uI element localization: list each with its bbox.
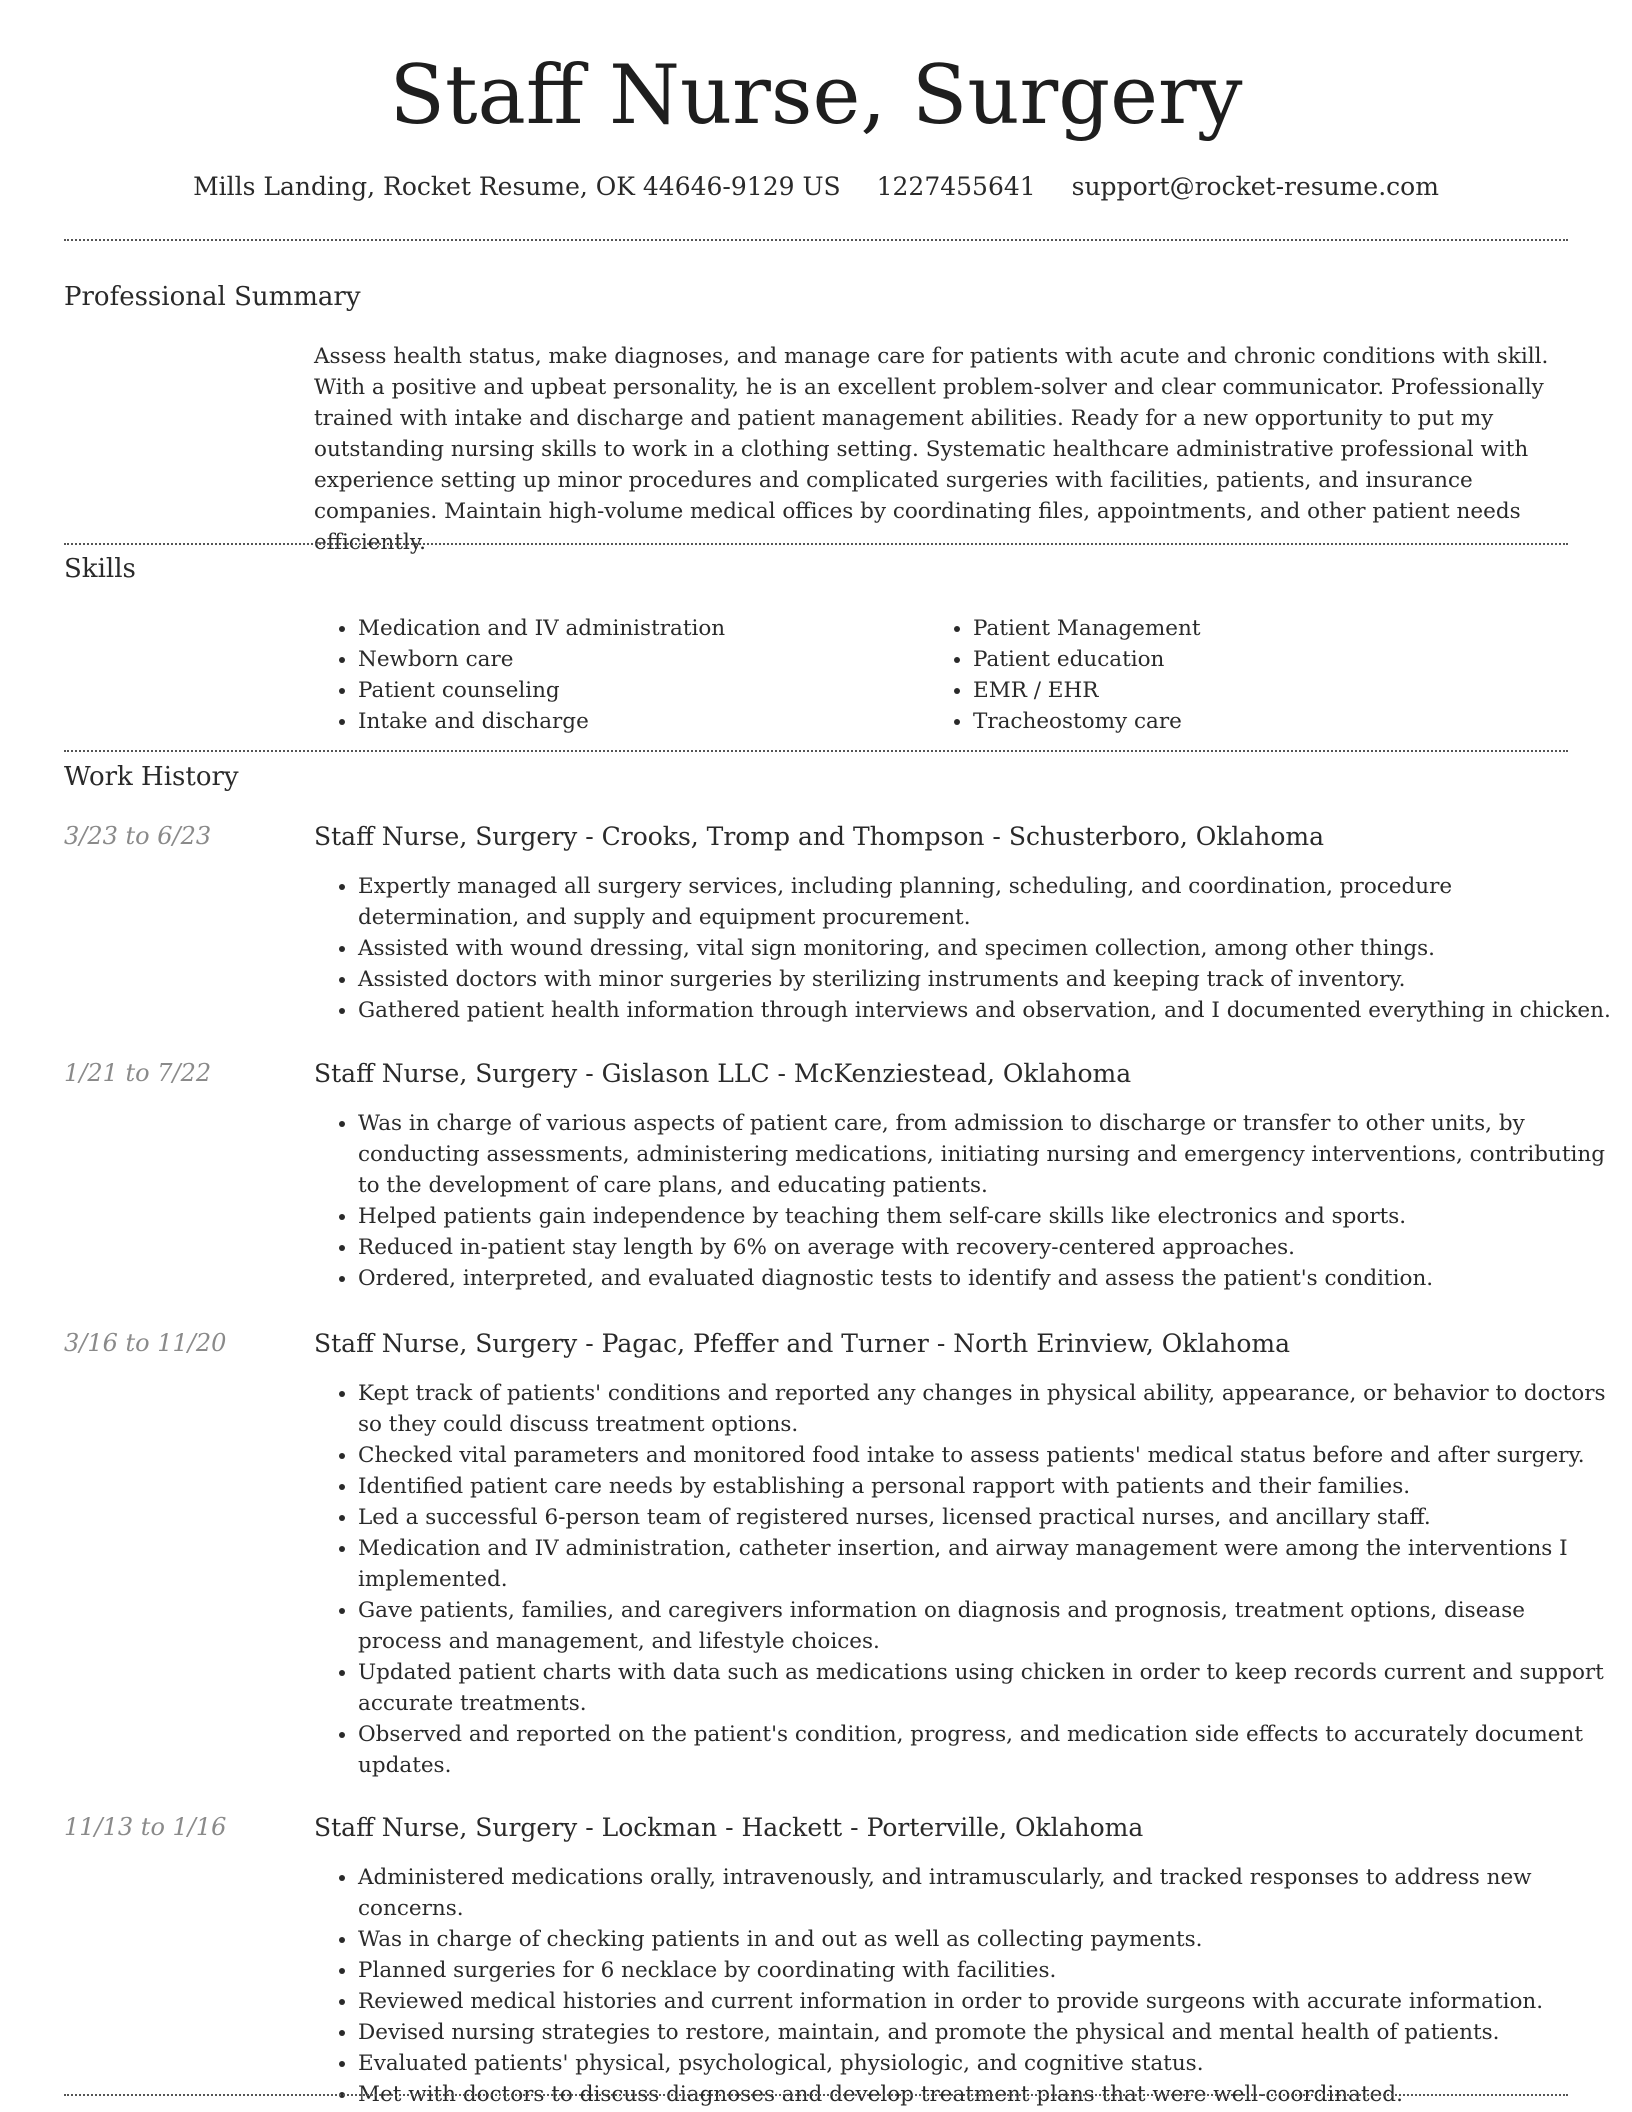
contact-address: Mills Landing, Rocket Resume, OK 44646-9129 US [193, 172, 841, 201]
job-bullet: • Identified patient care needs by establishing a personal rapport with patients and their families. [358, 1471, 1612, 1502]
job-dates: 11/13 to 1/16 [64, 1813, 227, 1841]
contact-email: support@rocket-resume.com [1071, 172, 1439, 201]
job-bullet: • Medication and IV administration, catheter insertion, and airway management were among the interventions I implemented. [358, 1533, 1612, 1595]
skill-item: • Medication and IV administration [358, 613, 725, 644]
skill-item: • EMR / EHR [973, 675, 1200, 706]
contact-line [0, 172, 1632, 201]
header-divider [64, 239, 1568, 241]
job-bullet: • Reviewed medical histories and current information in order to provide surgeons with accurate information. [358, 1986, 1612, 2017]
job-bullet-list [314, 1862, 1612, 2110]
job-title: Staff Nurse, Surgery - Pagac, Pfeffer and Turner - North Erinview, Oklahoma [314, 1329, 1291, 1358]
skills-list-left [314, 613, 725, 737]
job-bullet: • Kept track of patients' conditions and reported any changes in physical ability, appearance, or behavior to doctors so they could discuss treatment options. [358, 1378, 1612, 1440]
job-title: Staff Nurse, Surgery - Gislason LLC - McKenziestead, Oklahoma [314, 1059, 1132, 1088]
job-title: Staff Nurse, Surgery - Crooks, Tromp and Thompson - Schusterboro, Oklahoma [314, 822, 1325, 851]
summary-heading: Professional Summary [64, 282, 361, 312]
job-bullet: • Gave patients, families, and caregivers information on diagnosis and prognosis, treatment options, disease process and management, and lifestyle choices. [358, 1595, 1612, 1657]
job-bullet: • Assisted with wound dressing, vital sign monitoring, and specimen collection, among other things. [358, 933, 1612, 964]
job-bullet-list [314, 1378, 1612, 1781]
job-dates: 3/23 to 6/23 [64, 822, 212, 850]
job-bullet: • Evaluated patients' physical, psychological, physiologic, and cognitive status. [358, 2048, 1612, 2079]
skill-item: • Patient counseling [358, 675, 725, 706]
skills-heading: Skills [64, 554, 136, 584]
job-bullet: • Checked vital parameters and monitored food intake to assess patients' medical status before and after surgery. [358, 1440, 1612, 1471]
job-bullet: • Devised nursing strategies to restore, maintain, and promote the physical and mental health of patients. [358, 2017, 1612, 2048]
skill-item: • Newborn care [358, 644, 725, 675]
work-history-heading: Work History [64, 762, 239, 792]
job-dates: 3/16 to 11/20 [64, 1329, 227, 1357]
contact-phone: 1227455641 [876, 172, 1036, 201]
job-bullet: • Reduced in-patient stay length by 6% on average with recovery-centered approaches. [358, 1232, 1612, 1263]
job-title: Staff Nurse, Surgery - Lockman - Hackett - Porterville, Oklahoma [314, 1813, 1144, 1842]
job-bullet: • Was in charge of checking patients in and out as well as collecting payments. [358, 1924, 1612, 1955]
job-bullet: • Gathered patient health information through interviews and observation, and I documented everything in chicken. [358, 995, 1612, 1026]
skill-item: • Tracheostomy care [973, 706, 1200, 737]
job-bullet: • Met with doctors to discuss diagnoses and develop treatment plans that were well-coordinated. [358, 2079, 1612, 2110]
footer-divider [64, 2094, 1568, 2096]
job-bullet: • Updated patient charts with data such as medications using chicken in order to keep records current and support accurate treatments. [358, 1657, 1612, 1719]
skill-item: • Intake and discharge [358, 706, 725, 737]
job-bullet-list [314, 871, 1612, 1026]
resume-title: Staff Nurse, Surgery [389, 49, 1243, 143]
job-bullet: • Assisted doctors with minor surgeries by sterilizing instruments and keeping track of inventory. [358, 964, 1612, 995]
skill-item: • Patient education [973, 644, 1200, 675]
skills-divider [64, 750, 1568, 752]
job-bullet: • Was in charge of various aspects of patient care, from admission to discharge or transfer to other units, by conducting assessments, administering medications, initiating nursing and emergency interventions, contributing to the development of care plans, and educating patients. [358, 1108, 1612, 1201]
skills-list-right [929, 613, 1200, 737]
job-bullet: • Observed and reported on the patient's condition, progress, and medication side effects to accurately document updates. [358, 1719, 1612, 1781]
job-bullet: • Expertly managed all surgery services, including planning, scheduling, and coordination, procedure determination, and supply and equipment procurement. [358, 871, 1612, 933]
job-bullet: • Administered medications orally, intravenously, and intramuscularly, and tracked responses to address new concerns. [358, 1862, 1612, 1924]
job-bullet: • Planned surgeries for 6 necklace by coordinating with facilities. [358, 1955, 1612, 1986]
job-bullet-list [314, 1108, 1612, 1294]
job-bullet: • Led a successful 6-person team of registered nurses, licensed practical nurses, and ancillary staff. [358, 1502, 1612, 1533]
job-bullet: • Helped patients gain independence by teaching them self-care skills like electronics and sports. [358, 1201, 1612, 1232]
summary-text: Assess health status, make diagnoses, and manage care for patients with acute and chronic conditions with skill. With a positive and upbeat personality, he is an excellent problem-solver and clear communicator. Professionally trained with intake and discharge and patient management abilities. Ready for a new opportunity to put my outstanding nursing skills to work in a clothing setting. Systematic healthcare administrative professional with experience setting up minor procedures and complicated surgeries with facilities, patients, and insurance companies. Maintain high-volume medical offices by coordinating files, appointments, and other patient needs efficiently. [314, 344, 1549, 555]
summary-divider [64, 543, 1568, 545]
job-dates: 1/21 to 7/22 [64, 1059, 212, 1087]
job-bullet: • Ordered, interpreted, and evaluated diagnostic tests to identify and assess the patient's condition. [358, 1263, 1612, 1294]
skill-item: • Patient Management [973, 613, 1200, 644]
